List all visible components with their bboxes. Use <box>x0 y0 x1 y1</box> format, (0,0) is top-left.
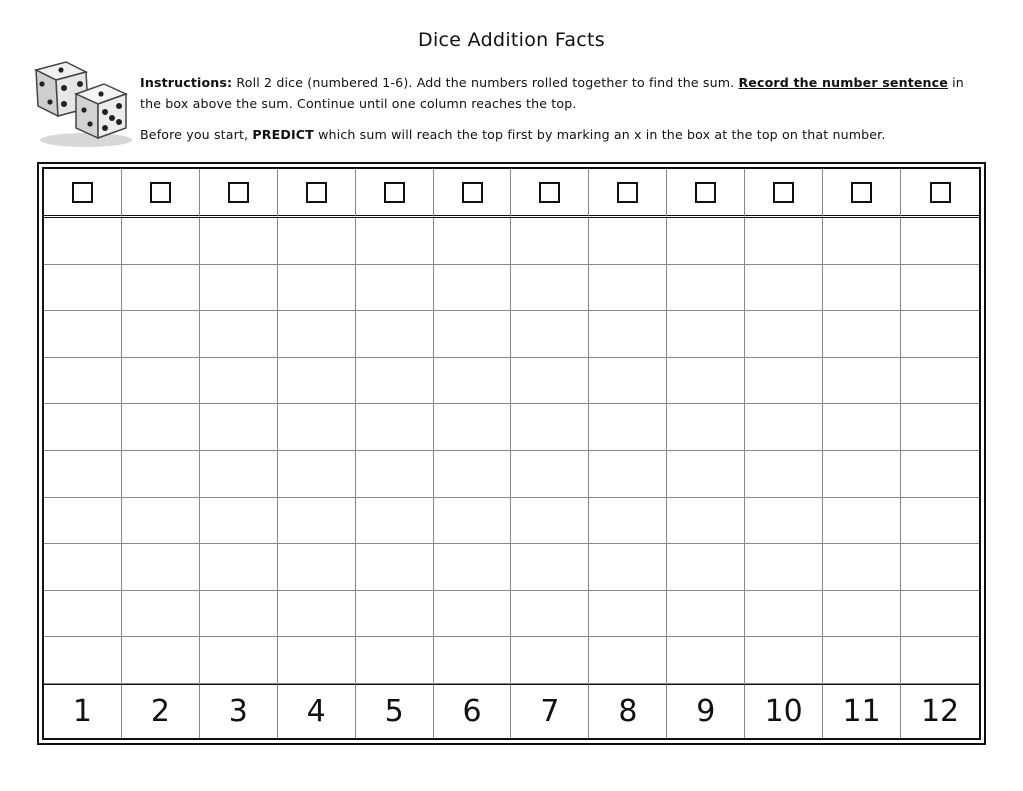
predict-suffix: which sum will reach the top first by marking an x in the box at the top on that number. <box>313 127 886 142</box>
number-sentence-box[interactable] <box>589 311 667 358</box>
number-sentence-box[interactable] <box>434 218 512 265</box>
number-sentence-box[interactable] <box>200 311 278 358</box>
sum-cell <box>901 684 979 738</box>
prediction-cell <box>356 169 434 218</box>
prediction-checkbox[interactable] <box>72 182 93 203</box>
number-sentence-box[interactable] <box>278 265 356 312</box>
number-sentence-box[interactable] <box>667 544 745 591</box>
prediction-cell <box>589 169 667 218</box>
number-sentence-box[interactable] <box>356 637 434 684</box>
sum-label: 10 <box>764 693 803 729</box>
sum-cell <box>434 684 512 738</box>
number-sentence-box[interactable] <box>122 311 200 358</box>
sum-label: 2 <box>150 693 170 729</box>
number-sentence-box[interactable] <box>589 544 667 591</box>
instructions-text-1: Roll 2 dice (numbered 1-6). Add the numbers rolled together to find the sum. <box>232 75 739 90</box>
predict-keyword: PREDICT <box>252 127 314 142</box>
number-sentence-box[interactable] <box>511 498 589 545</box>
number-sentence-box[interactable] <box>901 218 979 265</box>
prediction-cell <box>745 169 823 218</box>
sum-label: 4 <box>306 693 326 729</box>
number-sentence-box[interactable] <box>434 451 512 498</box>
number-sentence-box[interactable] <box>356 311 434 358</box>
sum-label: 3 <box>228 693 248 729</box>
predict-instructions <box>140 127 886 142</box>
number-sentence-box[interactable] <box>823 265 901 312</box>
number-sentence-box[interactable] <box>122 591 200 638</box>
prediction-cell <box>511 169 589 218</box>
sum-label: 7 <box>540 693 560 729</box>
number-sentence-box[interactable] <box>44 358 122 405</box>
number-sentence-box[interactable] <box>511 451 589 498</box>
number-sentence-box[interactable] <box>667 358 745 405</box>
number-sentence-box[interactable] <box>589 451 667 498</box>
dice-icon <box>28 58 132 150</box>
number-sentence-box[interactable] <box>511 265 589 312</box>
number-sentence-box[interactable] <box>511 311 589 358</box>
number-sentence-box[interactable] <box>823 498 901 545</box>
instructions <box>140 72 970 114</box>
number-sentence-box[interactable] <box>200 451 278 498</box>
number-sentence-box[interactable] <box>745 498 823 545</box>
prediction-cell <box>44 169 122 218</box>
prediction-cell <box>278 169 356 218</box>
number-sentence-box[interactable] <box>434 265 512 312</box>
number-sentence-box[interactable] <box>44 544 122 591</box>
number-sentence-box[interactable] <box>122 358 200 405</box>
number-sentence-box[interactable] <box>434 498 512 545</box>
prediction-cell <box>901 169 979 218</box>
number-sentence-box[interactable] <box>589 591 667 638</box>
number-sentence-box[interactable] <box>511 218 589 265</box>
number-sentence-box[interactable] <box>823 544 901 591</box>
sum-label: 12 <box>920 693 960 729</box>
number-sentence-box[interactable] <box>589 265 667 312</box>
number-sentence-box[interactable] <box>200 404 278 451</box>
number-sentence-box[interactable] <box>667 265 745 312</box>
number-sentence-box[interactable] <box>44 498 122 545</box>
number-sentence-box[interactable] <box>200 591 278 638</box>
number-sentence-box[interactable] <box>200 498 278 545</box>
number-sentence-box[interactable] <box>278 404 356 451</box>
number-sentence-box[interactable] <box>434 358 512 405</box>
sum-cell <box>667 684 745 738</box>
number-sentence-box[interactable] <box>589 358 667 405</box>
number-sentence-box[interactable] <box>823 637 901 684</box>
prediction-cell <box>667 169 745 218</box>
sum-cell <box>278 684 356 738</box>
prediction-checkbox[interactable] <box>462 182 483 203</box>
sum-cell <box>823 684 901 738</box>
number-sentence-box[interactable] <box>356 544 434 591</box>
number-sentence-box[interactable] <box>823 311 901 358</box>
prediction-checkbox[interactable] <box>930 182 951 203</box>
number-sentence-box[interactable] <box>745 544 823 591</box>
number-sentence-box[interactable] <box>278 544 356 591</box>
number-sentence-box[interactable] <box>589 637 667 684</box>
number-sentence-box[interactable] <box>200 544 278 591</box>
number-sentence-box[interactable] <box>745 218 823 265</box>
number-sentence-box[interactable] <box>200 265 278 312</box>
number-sentence-box[interactable] <box>122 404 200 451</box>
number-sentence-box[interactable] <box>356 451 434 498</box>
sum-cell <box>356 684 434 738</box>
number-sentence-box[interactable] <box>901 404 979 451</box>
number-sentence-box[interactable] <box>745 358 823 405</box>
prediction-checkbox[interactable] <box>306 182 327 203</box>
instructions-text-2: in the box above the sum. Continue until one column reaches the top. <box>140 75 964 111</box>
sum-label: 5 <box>384 693 404 729</box>
number-sentence-box[interactable] <box>823 404 901 451</box>
prediction-checkbox[interactable] <box>617 182 638 203</box>
number-sentence-box[interactable] <box>122 498 200 545</box>
number-sentence-box[interactable] <box>901 544 979 591</box>
number-sentence-box[interactable] <box>511 591 589 638</box>
recording-table-frame <box>37 162 986 745</box>
number-sentence-box[interactable] <box>745 404 823 451</box>
number-sentence-box[interactable] <box>356 404 434 451</box>
number-sentence-box[interactable] <box>278 637 356 684</box>
number-sentence-box[interactable] <box>122 265 200 312</box>
number-sentence-box[interactable] <box>667 498 745 545</box>
number-sentence-box[interactable] <box>434 404 512 451</box>
prediction-cell <box>122 169 200 218</box>
instructions-label: Instructions: <box>140 75 233 90</box>
number-sentence-box[interactable] <box>434 311 512 358</box>
number-sentence-box[interactable] <box>589 218 667 265</box>
number-sentence-box[interactable] <box>901 498 979 545</box>
sum-cell <box>44 684 122 738</box>
prediction-checkbox[interactable] <box>695 182 716 203</box>
number-sentence-box[interactable] <box>122 451 200 498</box>
number-sentence-box[interactable] <box>278 218 356 265</box>
number-sentence-box[interactable] <box>511 544 589 591</box>
number-sentence-box[interactable] <box>901 311 979 358</box>
number-sentence-box[interactable] <box>356 498 434 545</box>
sum-cell <box>745 684 823 738</box>
number-sentence-box[interactable] <box>901 358 979 405</box>
number-sentence-box[interactable] <box>745 311 823 358</box>
sum-cell <box>589 684 667 738</box>
sum-label: 1 <box>72 693 92 729</box>
number-sentence-box[interactable] <box>667 404 745 451</box>
number-sentence-box[interactable] <box>511 637 589 684</box>
number-sentence-box[interactable] <box>823 451 901 498</box>
number-sentence-box[interactable] <box>356 265 434 312</box>
number-sentence-box[interactable] <box>823 358 901 405</box>
number-sentence-box[interactable] <box>745 591 823 638</box>
number-sentence-box[interactable] <box>667 311 745 358</box>
prediction-checkbox[interactable] <box>384 182 405 203</box>
number-sentence-box[interactable] <box>823 591 901 638</box>
number-sentence-box[interactable] <box>278 591 356 638</box>
number-sentence-box[interactable] <box>667 218 745 265</box>
prediction-cell <box>823 169 901 218</box>
sum-label: 6 <box>462 693 482 729</box>
number-sentence-box[interactable] <box>200 358 278 405</box>
number-sentence-box[interactable] <box>122 637 200 684</box>
predict-prefix: Before you start, <box>140 127 253 142</box>
prediction-checkbox[interactable] <box>851 182 872 203</box>
number-sentence-box[interactable] <box>200 637 278 684</box>
number-sentence-box[interactable] <box>745 451 823 498</box>
number-sentence-box[interactable] <box>356 358 434 405</box>
number-sentence-box[interactable] <box>511 404 589 451</box>
number-sentence-box[interactable] <box>278 498 356 545</box>
number-sentence-box[interactable] <box>434 637 512 684</box>
instructions-emphasis: Record the number sentence <box>738 75 948 90</box>
number-sentence-box[interactable] <box>667 451 745 498</box>
number-sentence-box[interactable] <box>200 218 278 265</box>
number-sentence-box[interactable] <box>44 591 122 638</box>
number-sentence-box[interactable] <box>901 451 979 498</box>
number-sentence-box[interactable] <box>356 218 434 265</box>
number-sentence-box[interactable] <box>745 265 823 312</box>
prediction-checkbox[interactable] <box>228 182 249 203</box>
number-sentence-box[interactable] <box>278 358 356 405</box>
number-sentence-box[interactable] <box>44 311 122 358</box>
page-title: Dice Addition Facts <box>418 29 605 51</box>
sum-cell <box>511 684 589 738</box>
number-sentence-box[interactable] <box>122 218 200 265</box>
number-sentence-box[interactable] <box>589 404 667 451</box>
sum-label: 9 <box>696 693 716 729</box>
prediction-checkbox[interactable] <box>773 182 794 203</box>
sum-cell <box>200 684 278 738</box>
number-sentence-box[interactable] <box>667 637 745 684</box>
number-sentence-box[interactable] <box>356 591 434 638</box>
sum-cell <box>122 684 200 738</box>
number-sentence-box[interactable] <box>44 451 122 498</box>
recording-table <box>42 167 981 740</box>
number-sentence-box[interactable] <box>589 498 667 545</box>
number-sentence-box[interactable] <box>745 637 823 684</box>
number-sentence-box[interactable] <box>901 265 979 312</box>
sum-label: 8 <box>618 693 638 729</box>
prediction-cell <box>200 169 278 218</box>
number-sentence-box[interactable] <box>278 451 356 498</box>
number-sentence-box[interactable] <box>667 591 745 638</box>
prediction-cell <box>434 169 512 218</box>
number-sentence-box[interactable] <box>122 544 200 591</box>
prediction-checkbox[interactable] <box>150 182 171 203</box>
number-sentence-box[interactable] <box>44 404 122 451</box>
number-sentence-box[interactable] <box>44 218 122 265</box>
sum-label: 11 <box>842 693 881 729</box>
number-sentence-box[interactable] <box>823 218 901 265</box>
number-sentence-box[interactable] <box>434 591 512 638</box>
number-sentence-box[interactable] <box>901 591 979 638</box>
number-sentence-box[interactable] <box>44 637 122 684</box>
prediction-checkbox[interactable] <box>539 182 560 203</box>
number-sentence-box[interactable] <box>44 265 122 312</box>
number-sentence-box[interactable] <box>434 544 512 591</box>
number-sentence-box[interactable] <box>278 311 356 358</box>
number-sentence-box[interactable] <box>901 637 979 684</box>
number-sentence-box[interactable] <box>511 358 589 405</box>
